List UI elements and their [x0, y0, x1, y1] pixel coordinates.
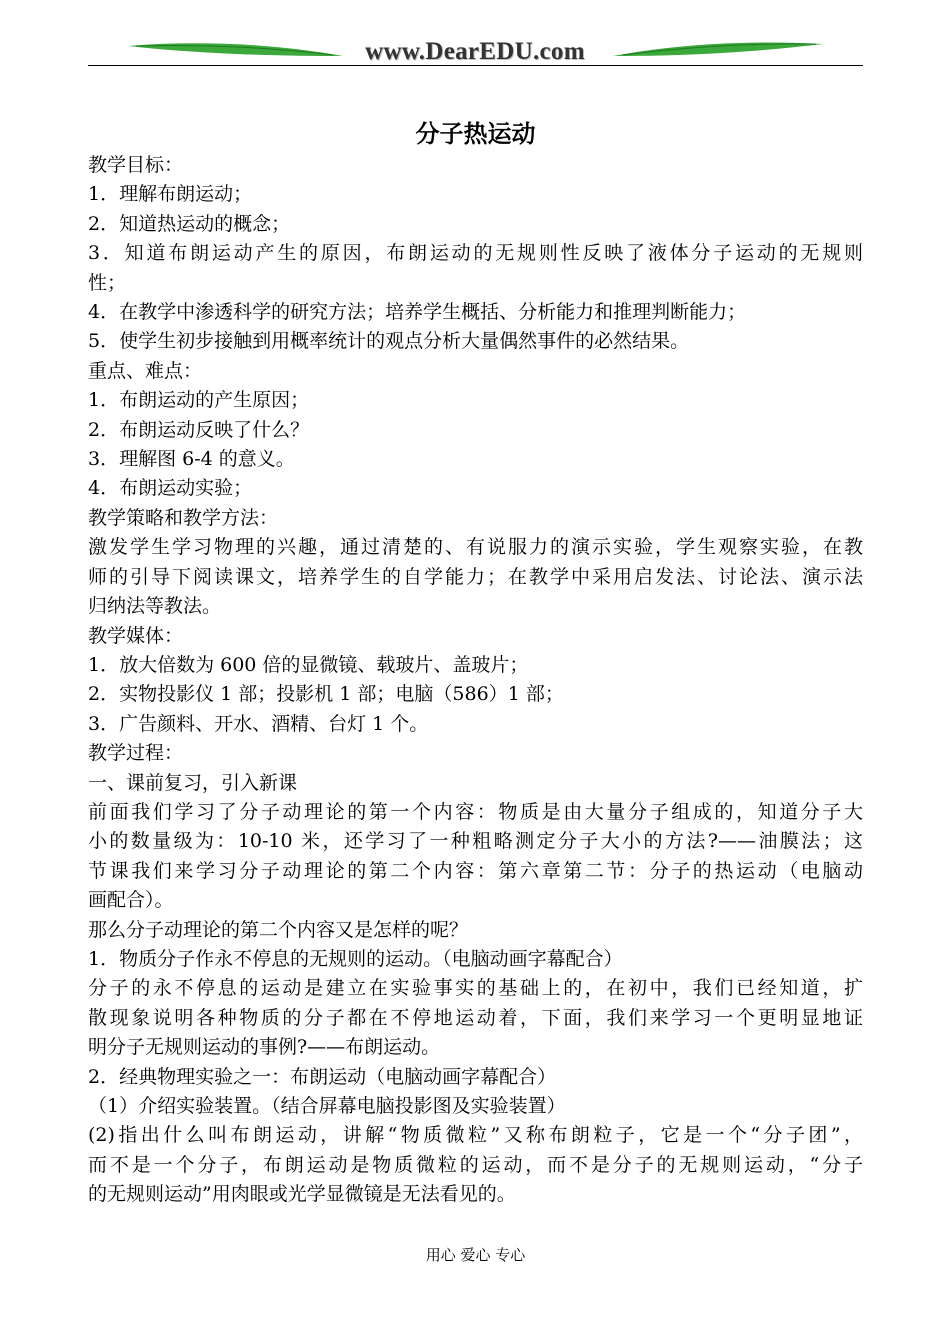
- key-point-item: 3．理解图 6-4 的意义。: [88, 448, 295, 471]
- header-divider: [88, 65, 863, 66]
- key-point-item: 2．布朗运动反映了什么？: [88, 418, 310, 441]
- media-item: 1．放大倍数为 600 倍的显微镜、载玻片、盖玻片；: [88, 653, 529, 676]
- media-item: 2．实物投影仪 1 部；投影机 1 部；电脑（586）1 部；: [88, 683, 564, 706]
- objective-item: 2．知道热运动的概念；: [88, 212, 291, 235]
- objective-item: 1．理解布朗运动；: [88, 183, 253, 206]
- process-subheading: 一、课前复习，引入新课: [88, 771, 298, 794]
- review-paragraph-line: 画配合）。: [88, 889, 174, 912]
- section-heading-key-points: 重点、难点：: [88, 359, 203, 382]
- strategy-paragraph-line: 师的引导下阅读课文，培养学生的自学能力；在教学中采用启发法、讨论法、演示法: [88, 565, 863, 588]
- diffusion-paragraph-line: 明分子无规则运动的事例?——布朗运动。: [88, 1036, 441, 1059]
- site-name: www.DearEDU.com: [365, 38, 585, 65]
- review-paragraph-line: 节课我们来学习分子动理论的第二个内容：第六章第二节：分子的热运动（电脑动: [88, 859, 863, 882]
- brownian-paragraph-line: (2)指出什么叫布朗运动，讲解“物质微粒”又称布朗粒子，它是一个“分子团”，: [88, 1124, 863, 1147]
- section-heading-strategy: 教学策略和教学方法：: [88, 506, 279, 529]
- strategy-paragraph-line: 激发学生学习物理的兴趣，通过清楚的、有说服力的演示实验，学生观察实验，在教: [88, 536, 863, 559]
- brownian-paragraph-line: 而不是一个分子，布朗运动是物质微粒的运动，而不是分子的无规则运动，“分子: [88, 1153, 863, 1176]
- key-point-item: 4．布朗运动实验；: [88, 477, 253, 500]
- process-subitem: （1）介绍实验装置。（结合屏幕电脑投影图及实验装置）: [88, 1095, 566, 1117]
- objective-item: 5．使学生初步接触到用概率统计的观点分析大量偶然事件的必然结果。: [88, 330, 690, 353]
- key-point-item: 1．布朗运动的产生原因；: [88, 389, 310, 412]
- process-item: 1．物质分子作永不停息的无规则的运动。（电脑动画字幕配合）: [88, 947, 623, 970]
- question-line: 那么分子动理论的第二个内容又是怎样的呢？: [88, 918, 469, 941]
- document-body: [88, 151, 863, 1210]
- review-paragraph-line: 小的数量级为：10-10 米，还学习了一种粗略测定分子大小的方法?——油膜法；这: [88, 830, 863, 853]
- brownian-paragraph-line: 的无规则运动”用肉眼或光学显微镜是无法看见的。: [88, 1183, 516, 1206]
- media-item: 3．广告颜料、开水、酒精、台灯 1 个。: [88, 712, 429, 735]
- document-title: 分子热运动: [415, 120, 536, 148]
- objective-item: 3．知道布朗运动产生的原因，布朗运动的无规则性反映了液体分子运动的无规则: [88, 242, 863, 265]
- review-paragraph-line: 前面我们学习了分子动理论的第一个内容：物质是由大量分子组成的，知道分子大: [88, 800, 863, 823]
- diffusion-paragraph-line: 散现象说明各种物质的分子都在不停地运动着，下面，我们来学习一个更明显地证: [88, 1006, 863, 1029]
- page-footer: 用心 爱心 专心: [425, 1246, 526, 1264]
- objective-item: 4．在教学中渗透科学的研究方法；培养学生概括、分析能力和推理判断能力；: [88, 301, 747, 324]
- section-heading-objectives: 教学目标：: [88, 154, 184, 176]
- section-heading-process: 教学过程：: [88, 742, 184, 765]
- diffusion-paragraph-line: 分子的永不停息的运动是建立在实验事实的基础上的，在初中，我们已经知道，扩: [88, 977, 863, 1000]
- section-heading-media: 教学媒体：: [88, 624, 184, 647]
- process-item: 2．经典物理实验之一：布朗运动（电脑动画字幕配合）: [88, 1065, 557, 1088]
- strategy-paragraph-line: 归纳法等教法。: [88, 595, 222, 618]
- objective-item-continuation: 性；: [88, 271, 127, 294]
